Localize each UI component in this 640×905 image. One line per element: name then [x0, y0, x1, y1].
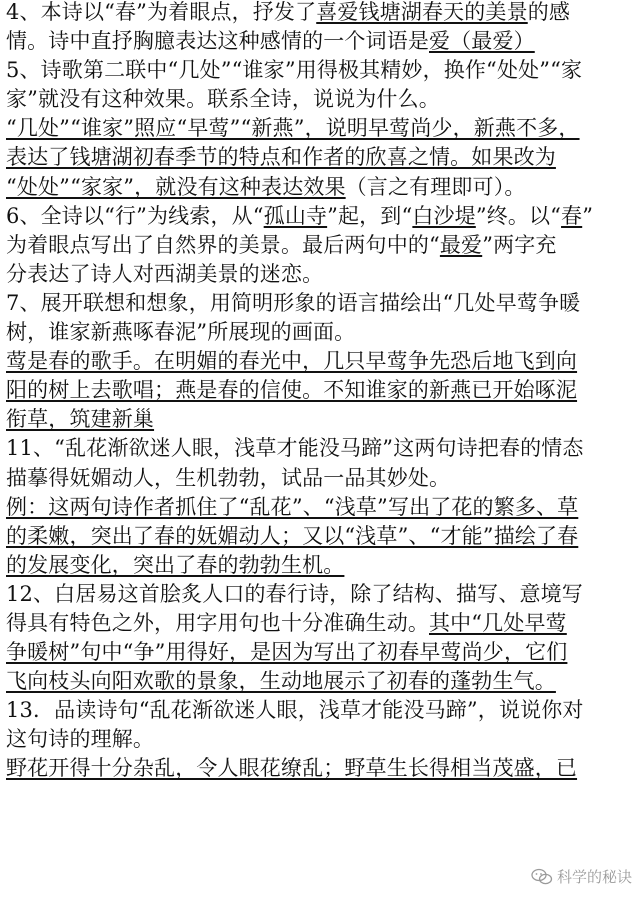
text-segment: 描摹得妩媚动人，生机勃勃，试品一品其妙处。 [6, 465, 451, 490]
text-line [6, 754, 634, 783]
underlined-text: 阳的树上去歌唱；燕是春的信使。不知谁家的新燕已开始啄泥 [6, 378, 578, 403]
text-line [6, 580, 634, 609]
text-line [6, 347, 634, 376]
text-segment: 7、展开联想和想象，用简明形象的语言描绘出“几处早莺争暖 [6, 290, 581, 315]
text-segment: 得具有特色之外，用字用句也十分准确生动。 [6, 610, 429, 635]
text-line [6, 0, 634, 27]
text-segment: 家”就没有这种效果。联系全诗，说说为什么。 [6, 87, 440, 112]
text-line [6, 56, 634, 85]
underlined-text: 春 [561, 203, 583, 228]
text-segment: 13．品读诗句“乱花渐欲迷人眼，浅草才能没马蹄”，说说你对 [6, 698, 584, 723]
underlined-text: 的柔嫩，突出了春的妩媚动人；又以“浅草”、“才能”描绘了春 [6, 523, 579, 548]
text-segment: ”两字充 [482, 232, 557, 257]
text-line [6, 318, 634, 347]
text-line [6, 202, 634, 231]
underlined-text: 其中“几处早莺 [429, 610, 567, 635]
underlined-text: 野花开得十分杂乱，令人眼花缭乱；野草生长得相当茂盛，已 [6, 756, 578, 781]
text-line [6, 464, 634, 493]
underlined-text: 飞向枝头向阳欢歌的景象，生动地展示了初春的蓬勃生气。 [6, 669, 556, 694]
underlined-text: 莺是春的歌手。在明媚的春光中，几只早莺争先恐后地飞到向 [6, 349, 578, 374]
text-line [6, 609, 634, 638]
underlined-text: 最爱 [439, 232, 483, 257]
text-segment: 分表达了诗人对西湖美景的迷恋。 [6, 261, 324, 286]
text-line [6, 27, 634, 56]
watermark-text: 科学的秘诀 [556, 868, 632, 886]
text-line [6, 522, 634, 551]
underlined-text: 孤山寺 [263, 203, 328, 228]
underlined-text: “处处”“家家”，就没有这种表达效果 [6, 174, 346, 199]
underlined-text: 争暖树”句中“争”用得好，是因为写出了初春早莺尚少，它们 [6, 640, 568, 665]
underlined-text: 表达了钱塘湖初春季节的特点和作者的欣喜之情。如果改为 [6, 145, 556, 170]
text-segment: ” [582, 203, 594, 228]
text-segment: 这句诗的理解。 [6, 727, 155, 752]
text-line [6, 173, 634, 202]
text-line [6, 114, 634, 143]
text-segment: （言之有理即可）。 [345, 174, 526, 199]
text-line [6, 405, 634, 434]
underlined-text: 喜爱钱塘湖春天的美景 [316, 0, 528, 24]
text-line [6, 696, 634, 725]
text-segment: 树，谁家新燕啄春泥”所展现的画面。 [6, 320, 356, 345]
text-segment: ”起，到“ [327, 203, 413, 228]
underlined-text: “几处”“谁家”照应“早莺”“新燕”，说明早莺尚少，新燕不多， [6, 116, 580, 141]
text-line [6, 143, 634, 172]
text-segment: 为着眼点写出了自然界的美景。最后两句中的“ [6, 232, 440, 257]
text-segment: ”终。以“ [475, 203, 562, 228]
text-segment: 5、诗歌第二联中“几处”“谁家”用得极其精妙，换作“处处”“家 [6, 58, 583, 83]
underlined-text: 例：这两句诗作者抓住了“乱花”、“浅草”写出了花的繁多、草 [6, 494, 579, 519]
text-segment: 的感 [527, 0, 571, 24]
underlined-text: 衔草，筑建新巢 [6, 407, 155, 432]
underlined-text: 爱（最爱） [429, 29, 535, 54]
wechat-icon [531, 868, 553, 886]
underlined-text: 白沙堤 [412, 203, 476, 228]
text-segment: 情。诗中直抒胸臆表达这种感情的一个词语是 [6, 29, 429, 54]
text-line [6, 667, 634, 696]
watermark [531, 866, 632, 887]
text-line [6, 289, 634, 318]
text-segment: 12、白居易这首脍炙人口的春行诗，除了结构、描写、意境写 [6, 581, 583, 606]
text-line [6, 638, 634, 667]
text-line [6, 376, 634, 405]
text-line [6, 260, 634, 289]
text-segment: 4、本诗以“春”为着眼点，抒发了 [6, 0, 317, 24]
text-line [6, 551, 634, 580]
text-line [6, 85, 634, 114]
underlined-text: 的发展变化，突出了春的勃勃生机。 [6, 552, 345, 577]
text-line [6, 231, 634, 260]
text-line [6, 725, 634, 754]
text-line [6, 434, 634, 463]
text-line [6, 493, 634, 522]
text-segment: 11、“乱花渐欲迷人眼，浅草才能没马蹄”这两句诗把春的情态 [6, 436, 584, 461]
text-segment: 6、全诗以“行”为线索，从“ [6, 203, 264, 228]
